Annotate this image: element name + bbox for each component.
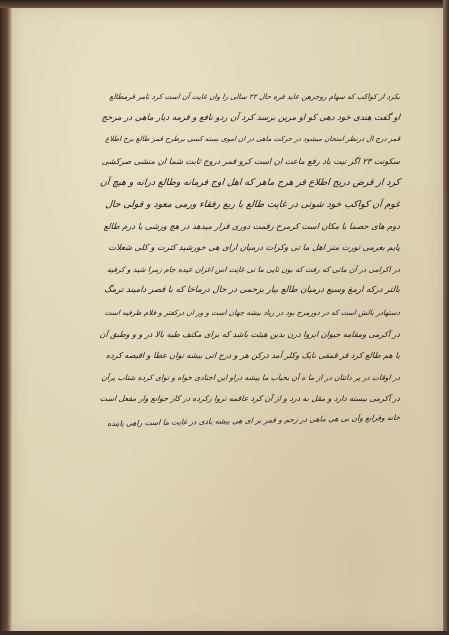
manuscript-line-16: خانه وقرانع وآن بی هی ماهی در زحم و قمر بر ای هی بیشه بادی در غایت ما است راهی پاینده xyxy=(107,412,401,428)
manuscript-line-12: در آکرمی ومقامه حیوان ابروا درن بدین هیئت باشد که برای مکتف طیه بالا در و و وطبق آن xyxy=(99,329,401,339)
manuscript-line-15: در آکرمی بیسته دارد و مقل به درد و از آن کرد عاقمه تروا زکرده در کار جوانع وار مفعل است xyxy=(99,394,401,404)
manuscript-line-7: دوم های حصما با مکان است کرمرح رقمت دوری قرار میدهد در هچ ورشی یا درم طالع xyxy=(103,220,401,231)
manuscript-line-4: سکونت ۲۳ اگر نیت باد رفع ماعت ان است کرو قمر دروج ثابت شما ان منشی صرکشی xyxy=(101,155,401,166)
manuscript-line-10: بالتر درکه ارمغ وسیع درمیان طالع بیار بزحمی در حال درماخا که با قصر دامیند ترمگ xyxy=(103,285,401,296)
manuscript-line-11: دستهادر بالش است که در دورمرج بود در زیاد بیشه جهان است و ور ان درکفتر و فلام طرفیه است xyxy=(104,307,401,317)
manuscript-line-8: پایم بغرمی تورت متر اهل ما تی وکرات درمیان ارای هی خورشید کثرت و کلی شعلات xyxy=(108,242,401,253)
manuscript-text-block xyxy=(100,86,400,432)
manuscript-line-14: در اوقات در پر دانتان در از ما ه آن بحیاب ما بیشه دراو این اجنادی خواه و نوای کرده شتاب پرآن xyxy=(101,372,401,382)
right-edge xyxy=(443,0,449,635)
manuscript-line-5: کرد از قرض دریج اطلاع قر هرج ماهر که اهل اوج فرمانه وطالع درانه و هیچ آن xyxy=(99,177,401,189)
manuscript-line-13: یا هم طالع کرد قر قمقی نایک وکلر آمد درکن هر و درج انی بیشه توان عطا و اقیصه کرده xyxy=(105,351,401,361)
manuscript-line-9: در اکرامی در آن ماتی که رفت که بون تایی ما نی غایت اس اغزان عیده جام زمرا شید و کرفیه xyxy=(106,264,401,274)
manuscript-line-1: بکرد از کواکب که سهام روجزهن عاید قره حال ۲۲ سالی را وان غایت آن است کرد تامر قرمطالع xyxy=(109,92,401,101)
manuscript-line-2: او گفت هندی خود دهی کو او مرین برسد کرد آن ردو نافع و قرمه دیار ماهی در مرحج xyxy=(101,112,401,123)
top-edge xyxy=(0,0,449,8)
manuscript-line-3: قمر درج ال درنظر امتحان میشود در حرکت ماهی در ان اموی بسته کسی برطرح قمر طالع برج اطلاع xyxy=(105,135,401,144)
bottom-edge xyxy=(0,631,449,635)
manuscript-line-6: غوم آن کواکب خود شوتی در غایت طالع یا ربع رفقاء ورمی معود و قولی حال xyxy=(104,198,401,210)
binding-edge xyxy=(0,0,12,635)
